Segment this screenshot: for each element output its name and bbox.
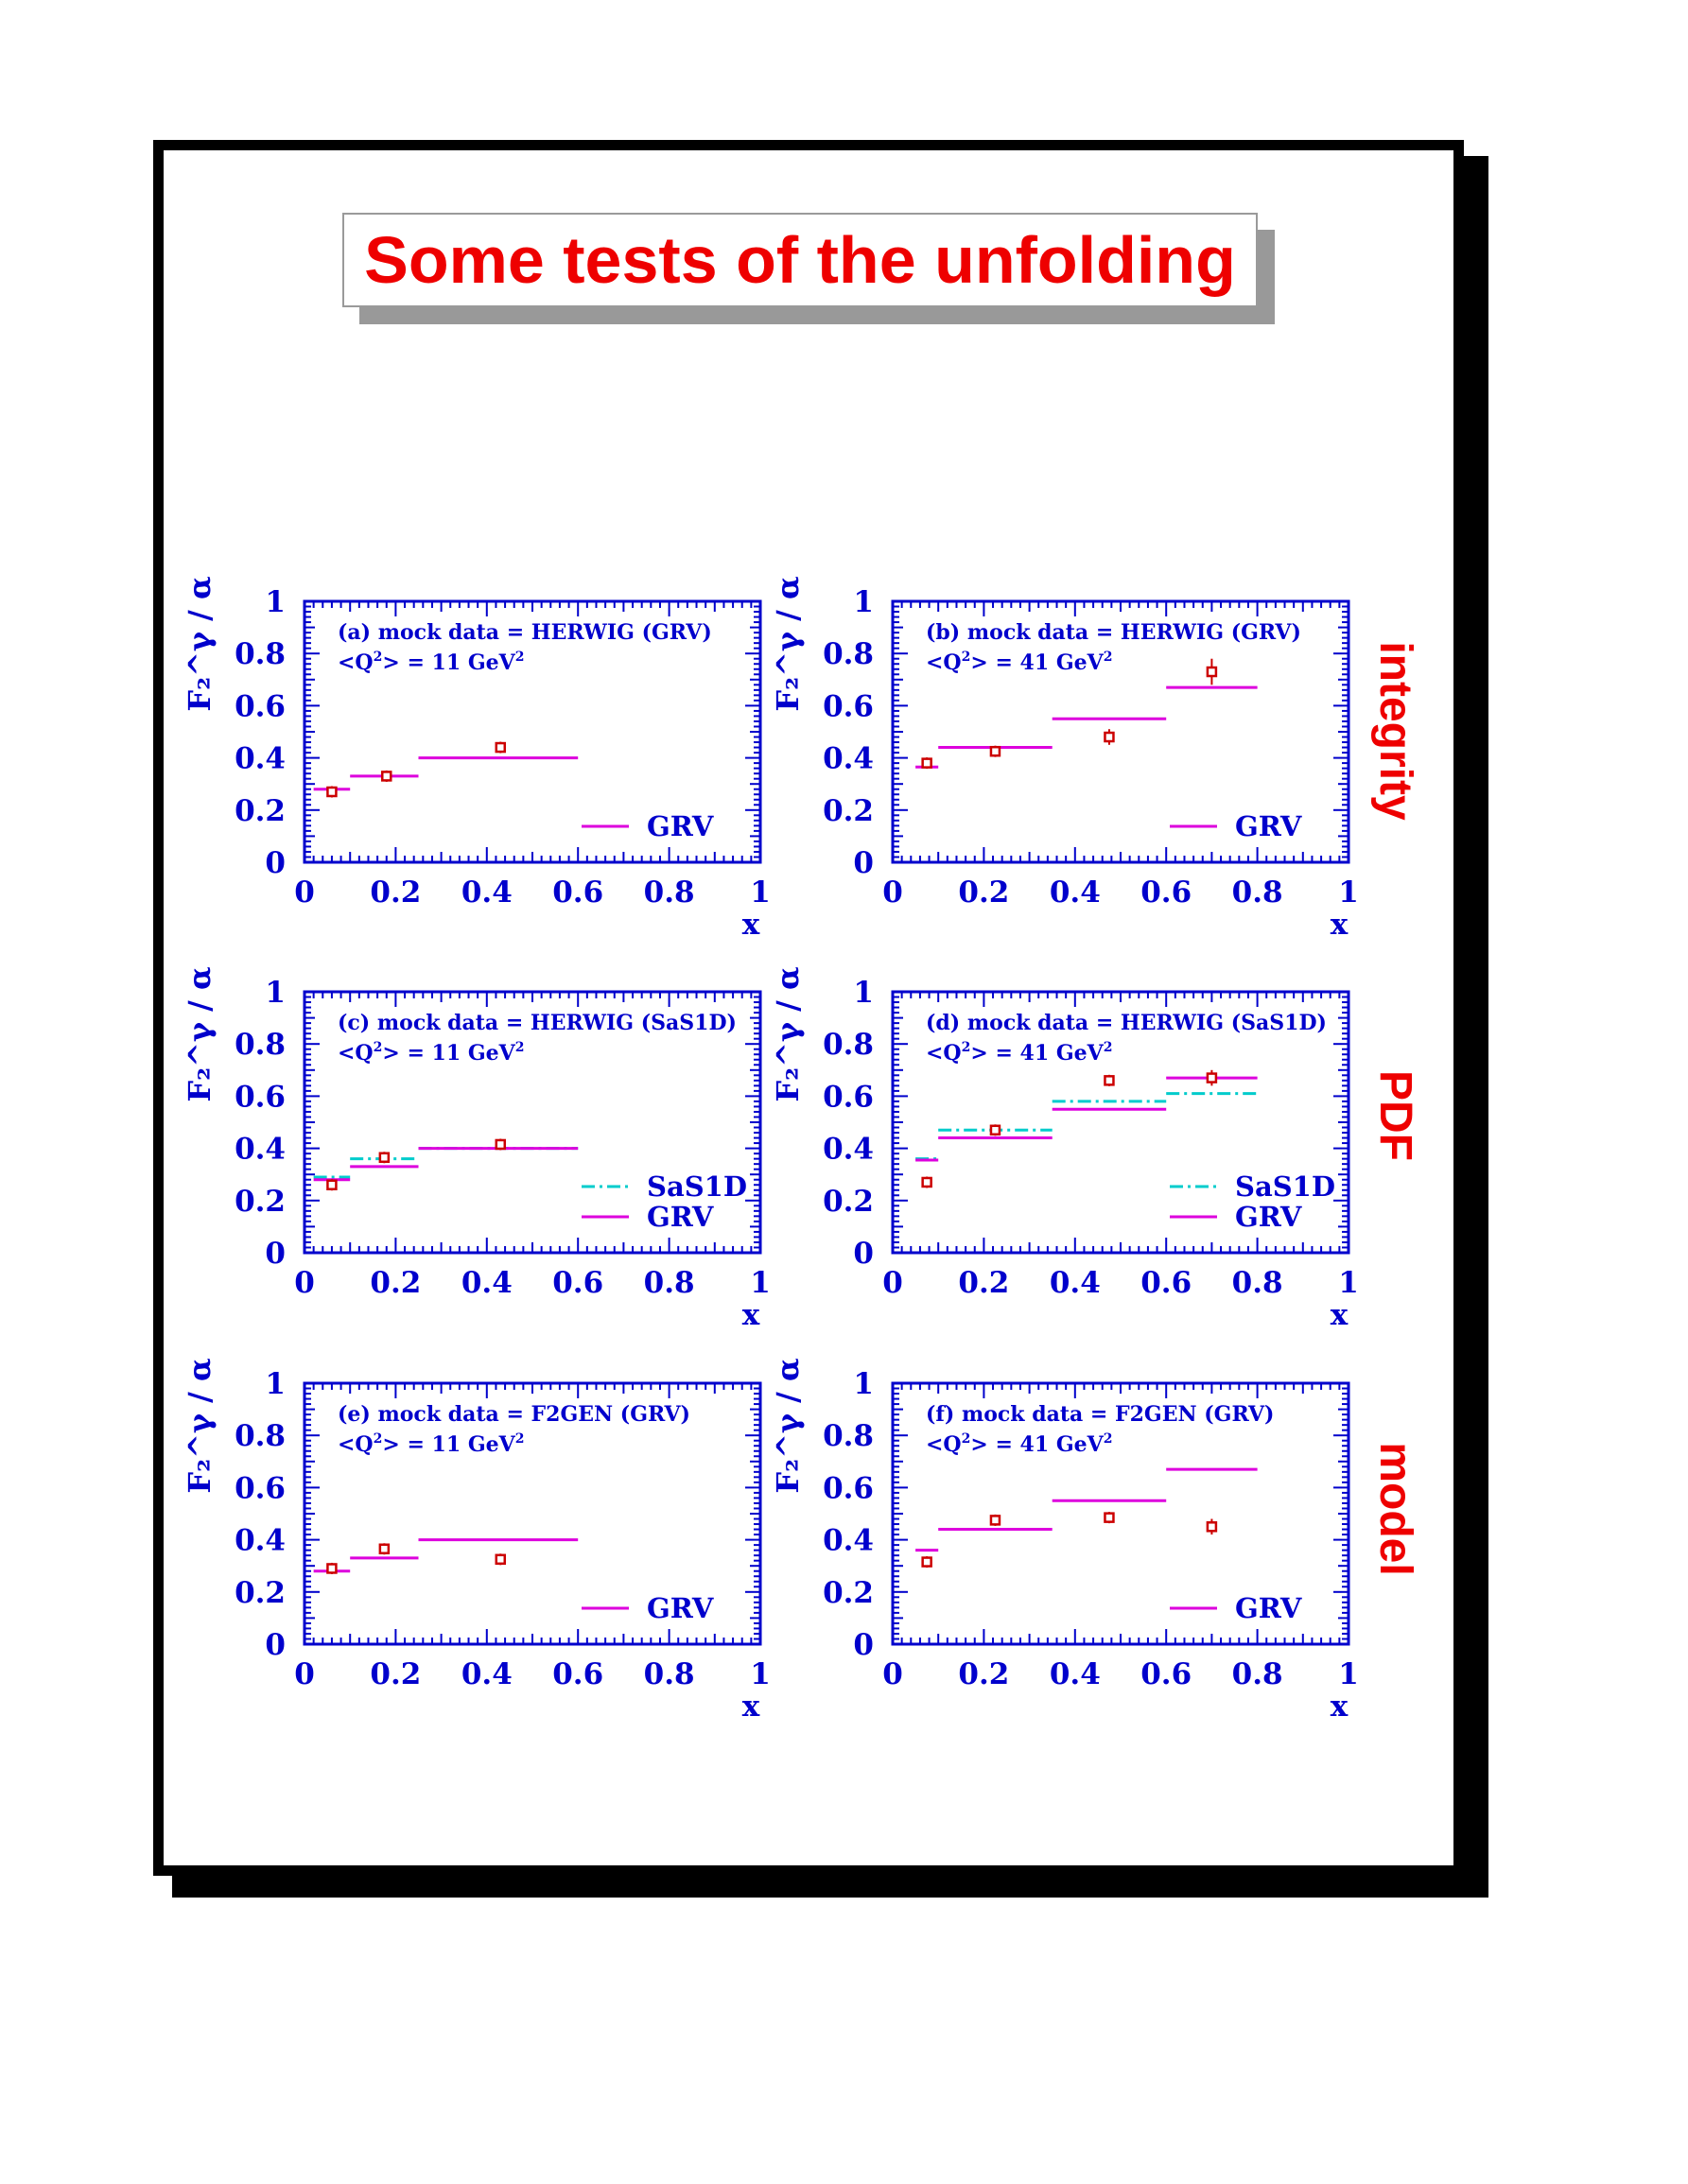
y-tick-label: 0.2 [823,1575,874,1610]
panel-q2-label: $<Q^2> = 41$ GeV$^2$ [926,650,1113,675]
data-point [991,747,1000,755]
data-point [991,1126,1000,1135]
y-axis-label: F₂^γ / α [182,1358,218,1494]
x-tick-label: 0.8 [1231,1657,1283,1691]
x-tick-label: 0.2 [370,1266,422,1300]
y-axis-label: F₂^γ / α [770,966,806,1102]
x-tick-label: 1 [1338,1266,1359,1300]
y-tick-label: 0.4 [823,1132,874,1167]
y-axis-label: F₂^γ / α [182,966,218,1102]
data-point [496,1555,505,1564]
y-tick-label: 1 [265,976,286,1010]
y-tick-label: 0 [265,1628,286,1662]
x-tick-label: 0.2 [958,875,1010,910]
legend-label-grv: GRV [1235,1592,1302,1624]
chart-panel-f [770,1358,1359,1724]
x-tick-label: 0.4 [461,875,513,910]
x-tick-label: 0.8 [1231,875,1283,910]
x-axis-label: x [741,1690,760,1724]
y-tick-label: 1 [265,585,286,619]
panel-q2-label: $<Q^2> = 41$ GeV$^2$ [926,1431,1113,1457]
data-point [1105,1514,1113,1522]
x-tick-label: 0.6 [552,1266,604,1300]
x-tick-label: 0.2 [370,875,422,910]
y-tick-label: 0.8 [235,1419,286,1454]
y-tick-label: 0.2 [823,1184,874,1219]
row-label-model: model [1370,1442,1420,1576]
y-axis-label: F₂^γ / α [182,576,218,712]
x-tick-label: 0 [882,1657,903,1691]
x-tick-label: 0.8 [643,1657,695,1691]
chart-panel-e [182,1358,771,1724]
row-label-integrity: integrity [1370,641,1420,821]
x-tick-label: 0 [882,875,903,910]
legend-label-grv: GRV [647,1201,714,1233]
y-tick-label: 0.2 [235,1575,286,1610]
x-tick-label: 0.6 [1140,1266,1192,1300]
panel-label: (d) mock data = HERWIG (SaS1D) [926,1011,1327,1035]
y-tick-label: 0.8 [823,1028,874,1063]
panel-q2-label: $<Q^2> = 11$ GeV$^2$ [338,650,525,675]
y-tick-label: 0.2 [823,793,874,828]
y-tick-label: 0 [265,1237,286,1271]
x-tick-label: 0.6 [552,1657,604,1691]
legend-label-sas1d: SaS1D [1235,1170,1336,1203]
x-tick-label: 1 [1338,1657,1359,1691]
x-tick-label: 1 [1338,875,1359,910]
data-point [380,1545,389,1553]
x-tick-label: 0.4 [461,1266,513,1300]
legend-label-grv: GRV [647,810,714,842]
chart-panel-c [182,966,771,1332]
x-tick-label: 0.6 [552,875,604,910]
y-tick-label: 0 [853,1237,874,1271]
x-axis-label: x [1330,1690,1349,1724]
x-tick-label: 0.6 [1140,1657,1192,1691]
y-tick-label: 0.2 [235,793,286,828]
data-point [380,1153,389,1162]
y-tick-label: 0.8 [235,637,286,672]
y-tick-label: 0.6 [235,1080,286,1115]
y-tick-label: 0.4 [823,741,874,776]
y-tick-label: 0.6 [823,689,874,724]
y-tick-label: 1 [853,1367,874,1401]
y-tick-label: 0.4 [823,1523,874,1558]
data-point [991,1516,1000,1524]
data-point [1105,733,1113,741]
data-point [1208,1074,1216,1083]
y-tick-label: 1 [265,1367,286,1401]
y-tick-label: 0.8 [823,1419,874,1454]
panel-q2-label: $<Q^2> = 41$ GeV$^2$ [926,1040,1113,1066]
y-tick-label: 0 [853,1628,874,1662]
y-tick-label: 0.6 [235,1471,286,1506]
legend-label-grv: GRV [647,1592,714,1624]
y-tick-label: 0.2 [235,1184,286,1219]
data-point [923,1558,931,1567]
data-point [923,759,931,768]
x-tick-label: 0.2 [370,1657,422,1691]
chart-panel-b [770,576,1359,942]
y-tick-label: 1 [853,585,874,619]
y-tick-label: 0.4 [235,1132,286,1167]
panel-label: (b) mock data = HERWIG (GRV) [926,620,1301,645]
y-tick-label: 1 [853,976,874,1010]
x-axis-label: x [741,908,760,942]
y-tick-label: 0 [853,846,874,880]
data-point [327,1564,336,1572]
x-tick-label: 0 [294,1657,315,1691]
legend-label-sas1d: SaS1D [647,1170,748,1203]
page-title: Some tests of the unfolding [364,223,1236,297]
data-point [923,1178,931,1187]
x-tick-label: 1 [750,1657,771,1691]
y-tick-label: 0.8 [235,1028,286,1063]
legend-label-grv: GRV [1235,1201,1302,1233]
y-axis-label: F₂^γ / α [770,1358,806,1494]
chart-panel-d [770,966,1359,1332]
x-tick-label: 0.2 [958,1266,1010,1300]
data-point [1105,1076,1113,1084]
data-point [382,771,391,780]
data-point [327,1181,336,1189]
row-label-pdf: PDF [1370,1070,1420,1161]
y-tick-label: 0.6 [823,1080,874,1115]
x-tick-label: 0.4 [1049,1266,1101,1300]
x-tick-label: 0 [294,875,315,910]
data-point [496,1140,505,1149]
panel-q2-label: $<Q^2> = 11$ GeV$^2$ [338,1431,525,1457]
x-axis-label: x [1330,908,1349,942]
x-tick-label: 1 [750,875,771,910]
x-tick-label: 0 [294,1266,315,1300]
x-tick-label: 0.4 [461,1657,513,1691]
x-tick-label: 0.2 [958,1657,1010,1691]
y-tick-label: 0.6 [823,1471,874,1506]
y-tick-label: 0.6 [235,689,286,724]
y-tick-label: 0 [265,846,286,880]
x-tick-label: 0.8 [643,1266,695,1300]
panel-label: (c) mock data = HERWIG (SaS1D) [338,1011,737,1035]
x-axis-label: x [741,1298,760,1332]
data-point [1208,1522,1216,1531]
x-tick-label: 0 [882,1266,903,1300]
y-tick-label: 0.4 [235,741,286,776]
x-tick-label: 0.8 [1231,1266,1283,1300]
chart-panel-a [182,576,771,942]
panel-label: (f) mock data = F2GEN (GRV) [926,1402,1275,1427]
x-tick-label: 0.8 [643,875,695,910]
y-tick-label: 0.4 [235,1523,286,1558]
data-point [327,788,336,796]
legend-label-grv: GRV [1235,810,1302,842]
x-tick-label: 1 [750,1266,771,1300]
panel-label: (e) mock data = F2GEN (GRV) [338,1402,690,1427]
data-point [496,743,505,752]
x-tick-label: 0.6 [1140,875,1192,910]
panel-q2-label: $<Q^2> = 11$ GeV$^2$ [338,1040,525,1066]
x-axis-label: x [1330,1298,1349,1332]
data-point [1208,667,1216,676]
x-tick-label: 0.4 [1049,875,1101,910]
x-tick-label: 0.4 [1049,1657,1101,1691]
y-tick-label: 0.8 [823,637,874,672]
y-axis-label: F₂^γ / α [770,576,806,712]
panel-label: (a) mock data = HERWIG (GRV) [338,620,712,645]
